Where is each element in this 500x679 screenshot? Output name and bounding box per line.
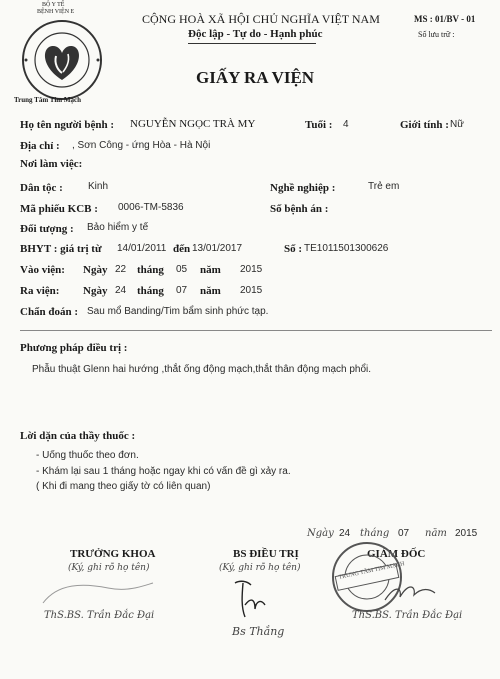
workplace-label: Nơi làm việc: — [20, 158, 83, 170]
ethnicity-label: Dân tộc : — [20, 182, 63, 194]
kcb-label: Mã phiếu KCB : — [20, 203, 98, 215]
ethnicity-value: Kinh — [88, 181, 109, 192]
sign-date-day: 24 — [339, 528, 351, 539]
country-title: CỘNG HOÀ XÃ HỘI CHỦ NGHĨA VIỆT NAM — [142, 12, 380, 26]
ministry-line-1: BỘ Y TẾ — [42, 2, 65, 8]
admission-label: Vào viện: — [20, 264, 65, 276]
bhyt-to-label: đến — [173, 243, 191, 255]
occupation-label: Nghề nghiệp : — [270, 182, 336, 194]
discharge-day-label: Ngày — [83, 285, 108, 297]
gender-label: Giới tính : — [400, 119, 449, 131]
treatment-label: Phương pháp điều trị : — [20, 342, 128, 354]
form-code: MS : 01/BV - 01 — [414, 14, 476, 24]
section-divider — [20, 330, 492, 331]
discharge-year: 2015 — [240, 285, 263, 296]
advice-line: - Uống thuốc theo đơn. — [36, 450, 139, 461]
admission-year-label: năm — [200, 264, 221, 276]
discharge-year-label: năm — [200, 285, 221, 297]
head-of-department-stamp — [38, 578, 158, 608]
sign-date-month: 07 — [398, 528, 410, 539]
bhyt-label: BHYT : giá trị từ — [20, 243, 102, 255]
object-value: Bảo hiểm y tế — [87, 222, 149, 233]
advice-line: ( Khi đi mang theo giấy tờ có liên quan) — [36, 481, 211, 492]
age-label: Tuổi : — [305, 119, 333, 131]
treating-doctor-name: Bs Thắng — [232, 625, 285, 638]
director-signature — [380, 575, 440, 610]
page-title: GIẤY RA VIỆN — [196, 68, 315, 87]
admission-month-label: tháng — [137, 264, 164, 276]
address-label: Địa chỉ : — [20, 140, 60, 152]
director-stamp-text: TRUNG TÂM TIM MẠCH — [338, 561, 406, 581]
archive-number-label: Số lưu trữ : — [418, 30, 455, 39]
treatment-text: Phẫu thuật Glenn hai hướng ,thắt ống động mạch,thắt thân động mạch phổi. — [32, 364, 372, 375]
bhyt-from: 14/01/2011 — [117, 243, 167, 254]
admission-year: 2015 — [240, 264, 263, 275]
center-name: Trung Tâm Tim Mạch — [14, 96, 81, 104]
admission-day: 22 — [115, 264, 127, 275]
treating-doctor-note: (Ký, ghi rõ họ tên) — [219, 563, 301, 573]
discharge-day: 24 — [115, 285, 127, 296]
admission-day-label: Ngày — [83, 264, 108, 276]
motto: Độc lập - Tự do - Hạnh phúc — [188, 28, 323, 40]
sign-date-year: 2015 — [455, 528, 478, 539]
bhyt-number: TE1011501300626 — [304, 243, 389, 254]
patient-name: NGUYỄN NGỌC TRÀ MY — [130, 118, 256, 130]
head-of-department-name: ThS.BS. Trần Đắc Đại — [44, 610, 155, 621]
bhyt-number-label: Số : — [284, 243, 303, 255]
gender-value: Nữ — [450, 119, 464, 130]
discharge-label: Ra viện: — [20, 285, 60, 297]
advice-label: Lời dặn của thầy thuốc : — [20, 430, 136, 442]
record-number-label: Số bệnh án : — [270, 203, 329, 215]
advice-line: - Khám lại sau 1 tháng hoặc ngay khi có vấn đề gì xảy ra. — [36, 466, 291, 477]
kcb-value: 0006-TM-5836 — [118, 202, 184, 213]
discharge-month-label: tháng — [137, 285, 164, 297]
director-name: ThS.BS. Trần Đắc Đại — [352, 610, 463, 621]
patient-name-label: Họ tên người bệnh : — [20, 119, 114, 131]
center-logo — [20, 18, 104, 102]
sign-date-month-label: tháng — [360, 528, 390, 539]
admission-month: 05 — [176, 264, 188, 275]
diagnosis-label: Chẩn đoán : — [20, 306, 79, 318]
head-of-department-title: TRƯỞNG KHOA — [70, 548, 156, 560]
treating-doctor-title: BS ĐIỀU TRỊ — [233, 548, 299, 560]
head-of-department-note: (Ký, ghi rõ họ tên) — [68, 563, 150, 573]
address-value: , Sơn Công - ứng Hòa - Hà Nội — [72, 140, 211, 151]
sign-date-year-label: năm — [425, 528, 447, 539]
sign-date-day-label: Ngày — [307, 528, 334, 539]
ministry-line-2: BỆNH VIỆN E — [37, 9, 75, 15]
occupation-value: Trẻ em — [368, 181, 400, 192]
object-label: Đối tượng : — [20, 223, 74, 235]
bhyt-to: 13/01/2017 — [192, 243, 243, 254]
director-title: GIÁM ĐỐC — [367, 548, 426, 560]
motto-underline — [188, 43, 316, 44]
diagnosis-text: Sau mổ Banding/Tim bẩm sinh phức tạp. — [87, 306, 269, 317]
age-value: 4 — [343, 119, 349, 130]
discharge-month: 07 — [176, 285, 188, 296]
treating-doctor-signature — [225, 575, 285, 620]
